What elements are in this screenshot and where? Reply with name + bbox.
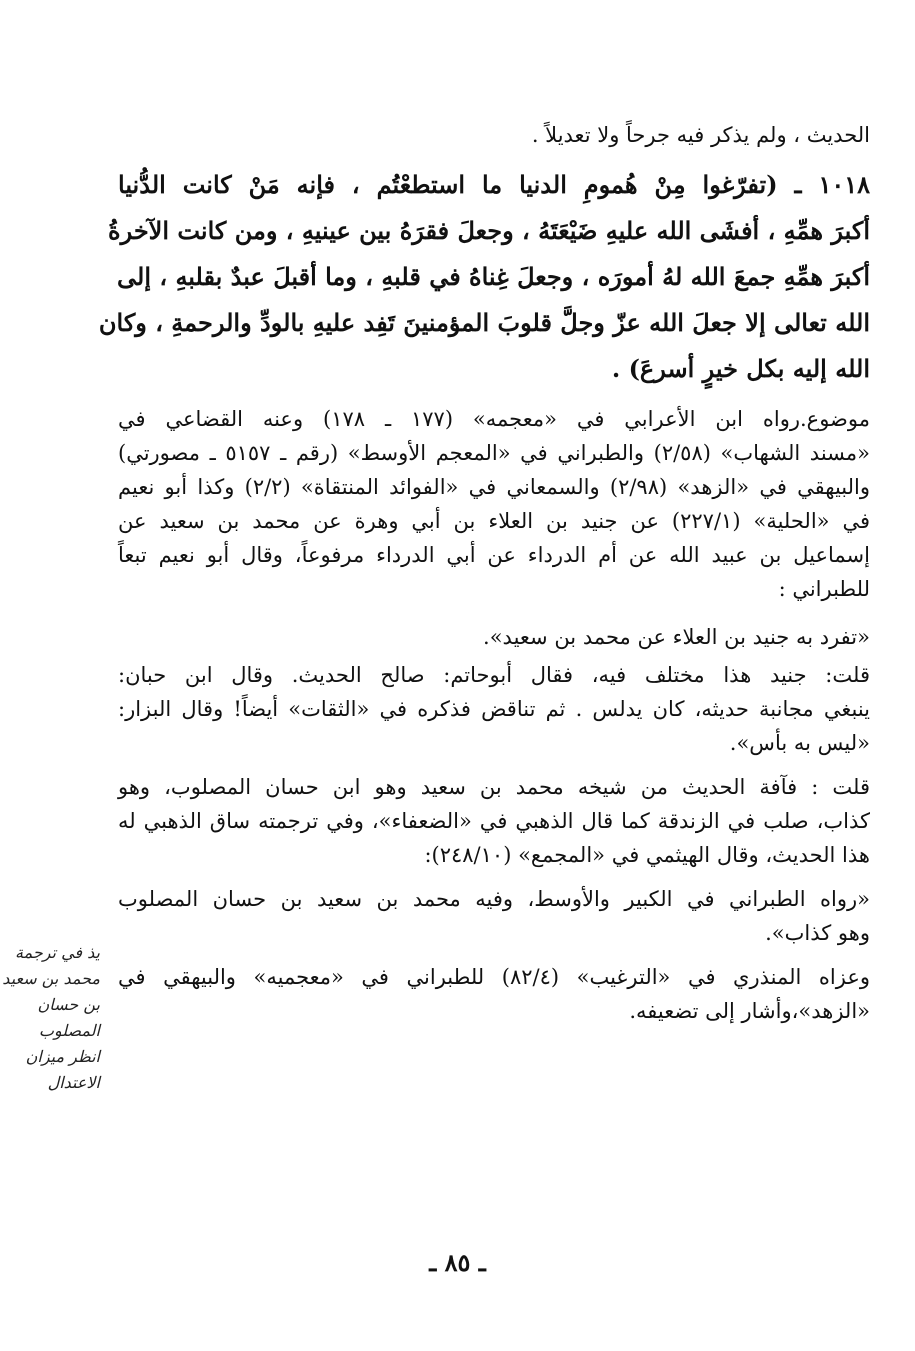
note-line: محمد بن سعيد [2,969,100,988]
intro-block [118,118,870,152]
text-line: موضوع.رواه ابن الأعرابي في «معجمه» (١٧٧ ـ ١٧٨) وعنه القضاعي في [118,407,870,431]
text-line: «الزهد»،وأشار إلى تضعيفه. [629,999,870,1023]
text-line: قلت: جنيد هذا مختلف فيه، فقال أبوحاتم: صالح الحديث. وقال ابن حبان: [118,663,870,687]
illa-paragraph [118,770,870,872]
text-line: «ليس به بأس». [729,731,870,755]
note-line: يذ في ترجمة [14,943,100,962]
quote-abu-nuaym [118,620,870,654]
mundhiri-paragraph [118,960,870,1028]
page-body [98,118,871,1038]
note-line: انظر ميزان [25,1047,100,1066]
text-line: «رواه الطبراني في الكبير والأوسط، وفيه محمد بن سعيد بن حسان المصلوب [118,887,870,911]
hadith-line: ١٠١٨ ـ (تفرّغوا مِنْ هُمومِ الدنيا ما استطعْتُم ، فإنه مَنْ كانت الدُّنيا [118,170,870,199]
text-line: كذاب، صلب في الزندقة كما قال الذهبي في «الضعفاء»، وفي ترجمته ساق الذهبي له [118,809,870,833]
text-line: للطبراني : [778,577,870,601]
takhrij-paragraph [118,402,870,606]
hadith-line: أكبرَ همِّهِ جمعَ الله لهُ أمورَه ، وجعلَ غِناهُ في قلبهِ ، وما أقبلَ عبدٌ بقلبهِ ، إلى [117,262,870,291]
text-line: هذا الحديث، وقال الهيثمي في «المجمع» (٢٤٨/١٠): [424,843,870,867]
note-line: الاعتدال [47,1073,100,1092]
text-line: «مسند الشهاب» (٢/٥٨) والطبراني في «المعجم الأوسط» (رقم ـ ٥١٥٧ ـ مصورتي) [118,441,870,465]
hadith-line: أكبرَ همِّهِ ، أفشَى الله عليهِ ضَيْعَتَهُ ، وجعلَ فقرَهُ بين عينيهِ ، ومن كانت الآخرةُ [108,216,870,245]
text-line: وهو كذاب». [765,921,870,945]
quote-haythami [118,882,870,950]
text-line: والبيهقي في «الزهد» (٢/٩٨) والسمعاني في «الفوائد المنتقاة» (٢/٢) وكذا أبو نعيم [118,475,871,499]
hadith-text [98,162,870,392]
text-line: قلت : فآفة الحديث من شيخه محمد بن سعيد وهو ابن حسان المصلوب، وهو [118,775,870,799]
text-line: وعزاه المنذري في «الترغيب» (٨٢/٤) للطبراني في «معجميه» والبيهقي في [118,965,870,989]
hadith-line: الله تعالى إلا جعلَ الله عزّ وجلَّ قلوبَ المؤمنينَ تَفِد عليهِ بالودِّ والرحمةِ ، وكان [98,308,870,337]
text-line: ينبغي مجانبة حديثه، كان يدلس . ثم تناقض فذكره في «الثقات» أيضاً! وقال البزار: [118,697,870,721]
note-line: بن حسان [37,995,100,1014]
text-line: في «الحلية» (٢٢٧/١) عن جنيد بن العلاء بن أبي وهرة عن محمد بن سعيد عن [118,509,870,533]
handwritten-margin-note [0,940,100,1096]
note-line: المصلوب [38,1021,100,1040]
hadith-line: الله إليه بكل خيرٍ أسرعَ) . [611,354,870,383]
page-number: ـ ٨٥ ـ [429,1248,486,1277]
intro-line: الحديث ، ولم يذكر فيه جرحاً ولا تعديلاً . [531,123,870,147]
junayd-paragraph [118,658,870,760]
text-line: «تفرد به جنيد بن العلاء عن محمد بن سعيد». [483,625,870,649]
text-line: إسماعيل بن عبيد الله عن أم الدرداء عن أبي الدرداء مرفوعاً، وقال أبو نعيم تبعاً [118,543,870,567]
